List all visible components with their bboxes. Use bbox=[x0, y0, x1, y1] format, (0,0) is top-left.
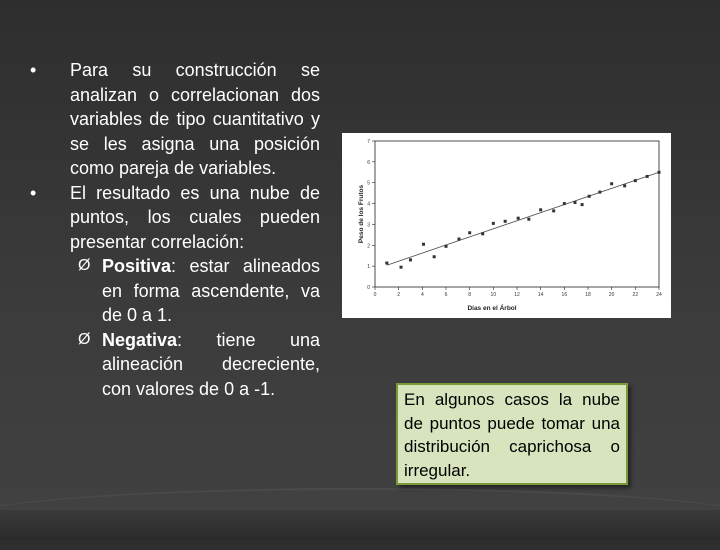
y-tick-label: 7 bbox=[367, 139, 370, 145]
x-tick-label: 24 bbox=[656, 292, 662, 298]
data-point bbox=[623, 184, 626, 187]
callout-box: En algunos casos la nube de puntos puede tomar una distribución caprichosa o irregular. bbox=[396, 383, 628, 485]
sub-bullet-positive bbox=[30, 254, 320, 328]
x-tick-label: 20 bbox=[608, 292, 615, 298]
data-point bbox=[658, 171, 661, 174]
bullet-text: El resultado es una nube de puntos, los cuales pueden presentar correlación: bbox=[70, 182, 320, 252]
y-tick-label: 6 bbox=[367, 159, 370, 166]
bullet-result bbox=[30, 181, 320, 255]
x-tick-label: 4 bbox=[420, 292, 424, 298]
x-tick-label: 8 bbox=[468, 292, 472, 298]
plot-area bbox=[375, 141, 659, 287]
y-tick-label: 2 bbox=[367, 243, 370, 250]
data-point bbox=[481, 232, 484, 235]
x-tick-label: 22 bbox=[632, 292, 639, 298]
data-point bbox=[527, 218, 530, 221]
data-point bbox=[563, 202, 566, 205]
sub-bullet-negative bbox=[30, 328, 320, 402]
slide-body-text bbox=[30, 58, 320, 401]
x-tick-label: 14 bbox=[537, 292, 544, 298]
x-tick-label: 2 bbox=[397, 292, 401, 298]
term-negative: Negativa bbox=[102, 329, 178, 350]
bullet-text: Para su construcción se analizan o correlacionan dos variables de tipo cuantitativo y se les asigna una posición como pareja de variables. bbox=[70, 60, 320, 178]
x-tick-label: 6 bbox=[444, 292, 448, 298]
y-tick-label: 1 bbox=[367, 264, 370, 271]
term-positive: Positiva bbox=[102, 256, 172, 276]
data-point bbox=[504, 220, 507, 223]
data-point bbox=[634, 179, 637, 182]
sub-bullet-text: : tiene una alineación decreciente, con valores de 0 a -1. bbox=[102, 329, 320, 399]
x-tick-label: 12 bbox=[514, 292, 520, 298]
x-tick-label: 0 bbox=[373, 292, 377, 298]
data-point bbox=[539, 208, 542, 211]
y-tick-label: 5 bbox=[367, 180, 370, 187]
x-tick-label: 18 bbox=[585, 292, 591, 298]
arrow-marker-icon: Ø bbox=[78, 330, 91, 348]
data-point bbox=[400, 266, 403, 269]
bullet-construction bbox=[30, 58, 320, 181]
data-point bbox=[598, 191, 601, 194]
bullet-marker: • bbox=[30, 60, 37, 80]
y-tick-label: 4 bbox=[367, 201, 370, 208]
y-tick-label: 0 bbox=[367, 285, 370, 291]
data-point bbox=[610, 182, 613, 185]
scatter-chart bbox=[342, 133, 671, 318]
scatter-chart-image bbox=[342, 133, 671, 318]
y-axis-label: Peso de los Frutos bbox=[358, 184, 365, 244]
data-point bbox=[445, 245, 448, 248]
x-tick-label: 16 bbox=[561, 292, 568, 298]
data-point bbox=[581, 203, 584, 206]
data-point bbox=[385, 262, 388, 265]
data-point bbox=[552, 209, 555, 212]
sub-bullet-text: : estar alineados en forma ascendente, va de 0 a 1. bbox=[102, 256, 320, 325]
y-tick-label: 3 bbox=[367, 222, 370, 229]
x-tick-label: 10 bbox=[490, 292, 497, 298]
data-point bbox=[573, 201, 576, 204]
arrow-marker-icon: Ø bbox=[78, 257, 91, 274]
data-point bbox=[458, 238, 461, 241]
data-point bbox=[468, 231, 471, 234]
data-point bbox=[422, 243, 425, 246]
slide-decorative-curve bbox=[0, 488, 720, 550]
data-point bbox=[588, 195, 591, 198]
data-point bbox=[433, 255, 436, 258]
bullet-marker: • bbox=[30, 182, 37, 203]
x-axis-label: Días en el Árbol bbox=[467, 305, 517, 312]
data-point bbox=[492, 222, 495, 225]
data-point bbox=[646, 175, 649, 178]
data-point bbox=[517, 217, 520, 220]
data-point bbox=[409, 258, 412, 261]
